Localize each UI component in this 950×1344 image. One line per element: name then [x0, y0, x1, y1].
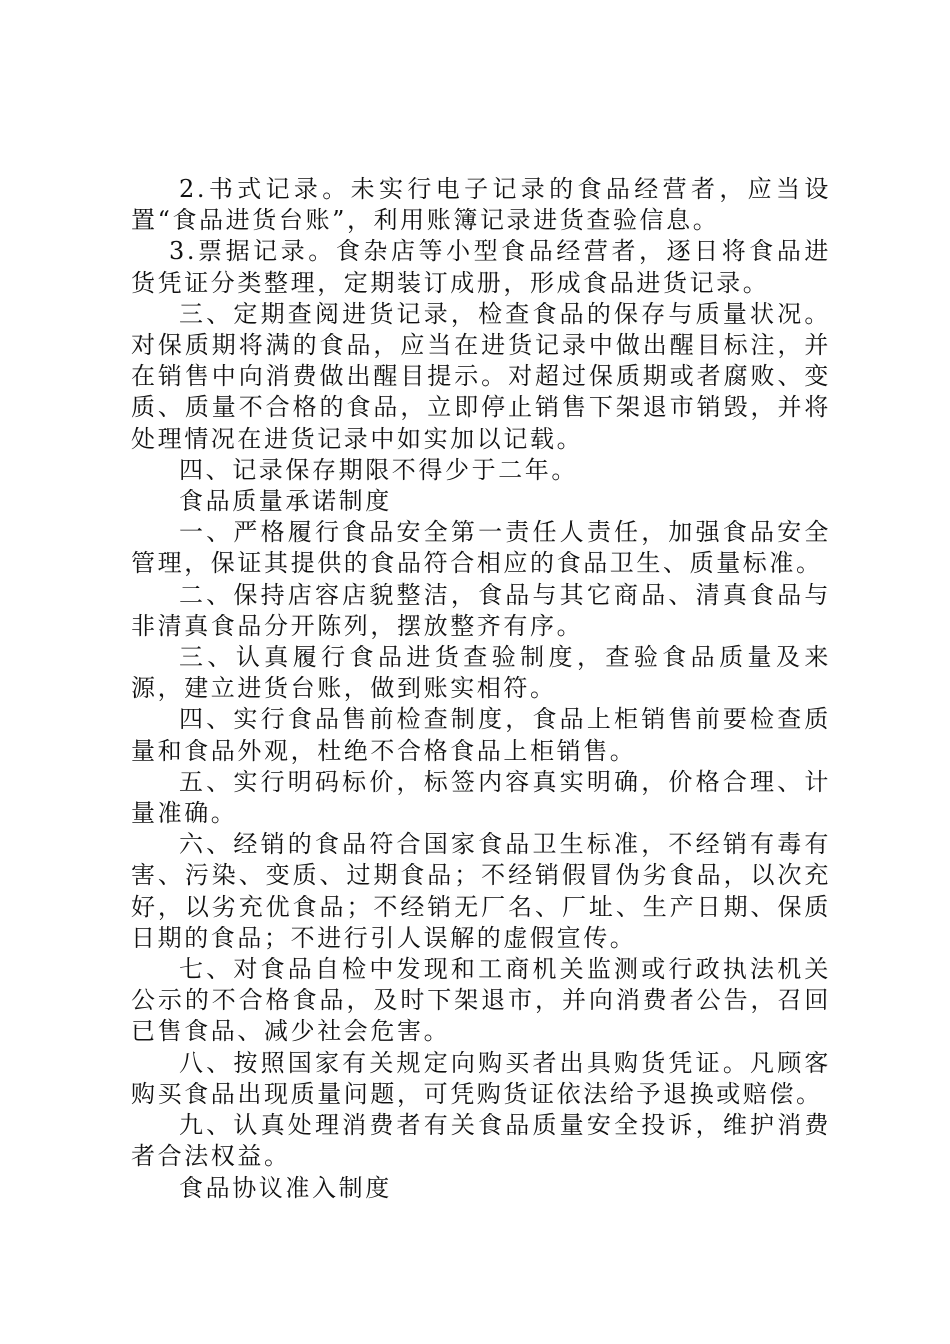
- paragraph-written-record: 2.书式记录。未实行电子记录的食品经营者，应当设置“食品进货台账”，利用账簿记录进货查验信息。: [131, 175, 831, 235]
- paragraph-retention-period: 四、记录保存期限不得少于二年。: [179, 455, 578, 484]
- paragraph-commitment-6: 六、经销的食品符合国家食品卫生标准，不经销有毒有害、污染、变质、过期食品；不经销假冒伪劣食品，以次充好，以劣充优食品；不经销无厂名、厂址、生产日期、保质日期的食品；不进行引人误解的虚假宣传。: [131, 830, 831, 952]
- paragraph-receipt-record: 3.票据记录。食杂店等小型食品经营者，逐日将食品进货凭证分类整理，定期装订成册，形成食品进货记录。: [131, 237, 831, 297]
- paragraph-commitment-8: 八、按照国家有关规定向购买者出具购货凭证。凡顾客购买食品出现质量问题，可凭购货证依法给予退换或赔偿。: [131, 1048, 831, 1108]
- paragraph-commitment-5: 五、实行明码标价，标签内容真实明确，价格合理、计量准确。: [131, 767, 831, 828]
- paragraph-commitment-4: 四、实行食品售前检查制度，食品上柜销售前要检查质量和食品外观，杜绝不合格食品上柜销售。: [131, 705, 831, 765]
- paragraph-review-records: 三、定期查阅进货记录，检查食品的保存与质量状况。对保质期将满的食品，应当在进货记录中做出醒目标注，并在销售中向消费做出醒目提示。对超过保质期或者腐败、变质、质量不合格的食品，立即停止销售下架退市销毁，并将处理情况在进货记录中如实加以记载。: [131, 299, 831, 453]
- paragraph-commitment-1: 一、严格履行食品安全第一责任人责任，加强食品安全管理，保证其提供的食品符合相应的食品卫生、质量标准。: [131, 518, 831, 578]
- section-heading-quality-commitment: 食品质量承诺制度: [179, 487, 392, 516]
- paragraph-commitment-2: 二、保持店容店貌整洁，食品与其它商品、清真食品与非清真食品分开陈列，摆放整齐有序。: [131, 580, 831, 640]
- section-heading-access-agreement: 食品协议准入制度: [179, 1173, 392, 1202]
- paragraph-commitment-9: 九、认真处理消费者有关食品质量安全投诉，维护消费者合法权益。: [131, 1111, 831, 1171]
- paragraph-commitment-7: 七、对食品自检中发现和工商机关监测或行政执法机关公示的不合格食品，及时下架退市，并向消费者公告，召回已售食品、减少社会危害。: [131, 955, 831, 1046]
- document-body: [131, 174, 831, 1204]
- paragraph-commitment-3: 三、认真履行食品进货查验制度，查验食品质量及来源，建立进货台账，做到账实相符。: [131, 643, 831, 703]
